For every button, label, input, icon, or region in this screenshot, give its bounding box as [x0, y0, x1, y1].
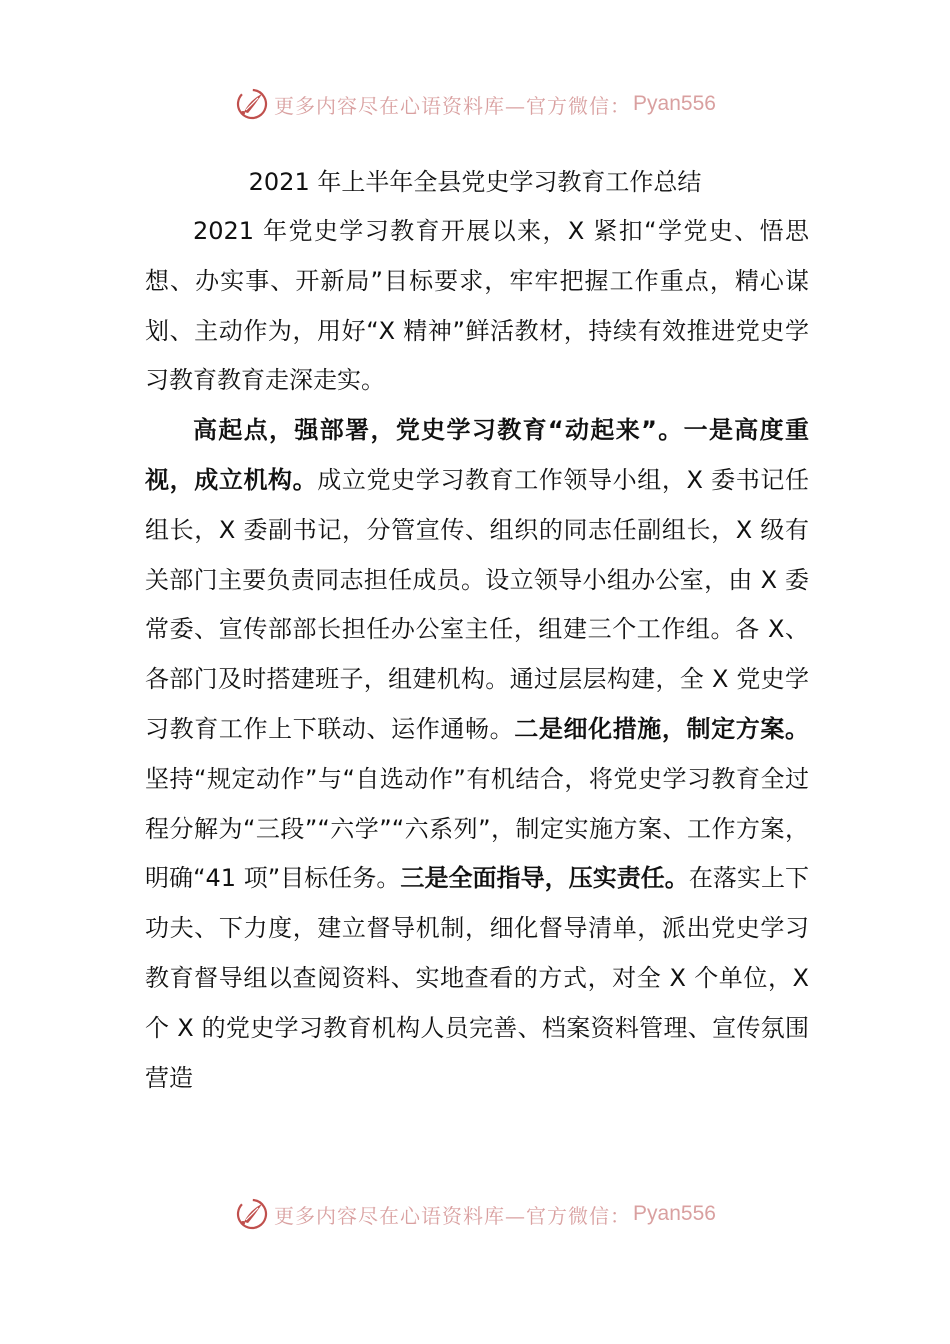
- header-watermark-banner: [0, 84, 950, 124]
- watermark-text: 更多内容尽在心语资料库—官方微信：: [274, 1203, 632, 1228]
- watermark-text: 更多内容尽在心语资料库—官方微信：: [274, 93, 632, 118]
- document-body: [145, 207, 809, 1103]
- point-3-text: 在落实上下功夫、下力度，建立督导机制，细化督导清单，派出党史学习教育督导组以查阅资料、实地查看的方式，对全 X 个单位，X 个 X 的党史学习教育机构人员完善、档案资料管理、宣传氛围营造: [145, 864, 810, 1092]
- document-title: 2021 年上半年全县党史学习教育工作总结: [248, 168, 702, 196]
- footer-watermark-banner: [0, 1194, 950, 1234]
- point-1-text: 成立党史学习教育工作领导小组，X 委书记任组长，X 委副书记，分管宣传、组织的同志任副组长，X 级有关部门主要负责同志担任成员。设立领导小组办公室，由 X 委常委、宣传部部长担任办公室主任，组建三个工作组。各 X、各部门及时搭建班子，组建机构。通过层层构建，全 X 党史学习教育工作上下联动、运作通畅。: [145, 465, 810, 743]
- point-2-title: 二是细化措施，制定方案。: [514, 714, 810, 743]
- section-1-heading: 高起点，强部署，党史学习教育“动起来”。: [193, 416, 684, 445]
- point-2-text: 坚持“规定动作”与“自选动作”有机结合，将党史学习教育全过程分解为“三段”“六学”“六系列”，制定实施方案、工作方案，明确“41 项”目标任务。: [145, 764, 809, 893]
- intro-paragraph: 2021 年党史学习教育开展以来，X 紧扣“学党史、悟思想、办实事、开新局”目标要求，牢牢把握工作重点，精心谋划、主动作为，用好“X 精神”鲜活教材，持续有效推进党史学习教育教育走深走实。: [145, 217, 809, 395]
- brand-logo-icon: [234, 1196, 270, 1232]
- watermark-wechat-handle: Pyan556: [633, 92, 716, 115]
- point-3-title: 三是全面指导，压实责任。: [400, 864, 689, 893]
- section-1-paragraph: [145, 406, 809, 1103]
- brand-logo-icon: [234, 86, 270, 122]
- watermark-wechat-handle: Pyan556: [633, 1202, 716, 1225]
- point-1-title: 一是高度重视，成立机构。: [145, 416, 810, 494]
